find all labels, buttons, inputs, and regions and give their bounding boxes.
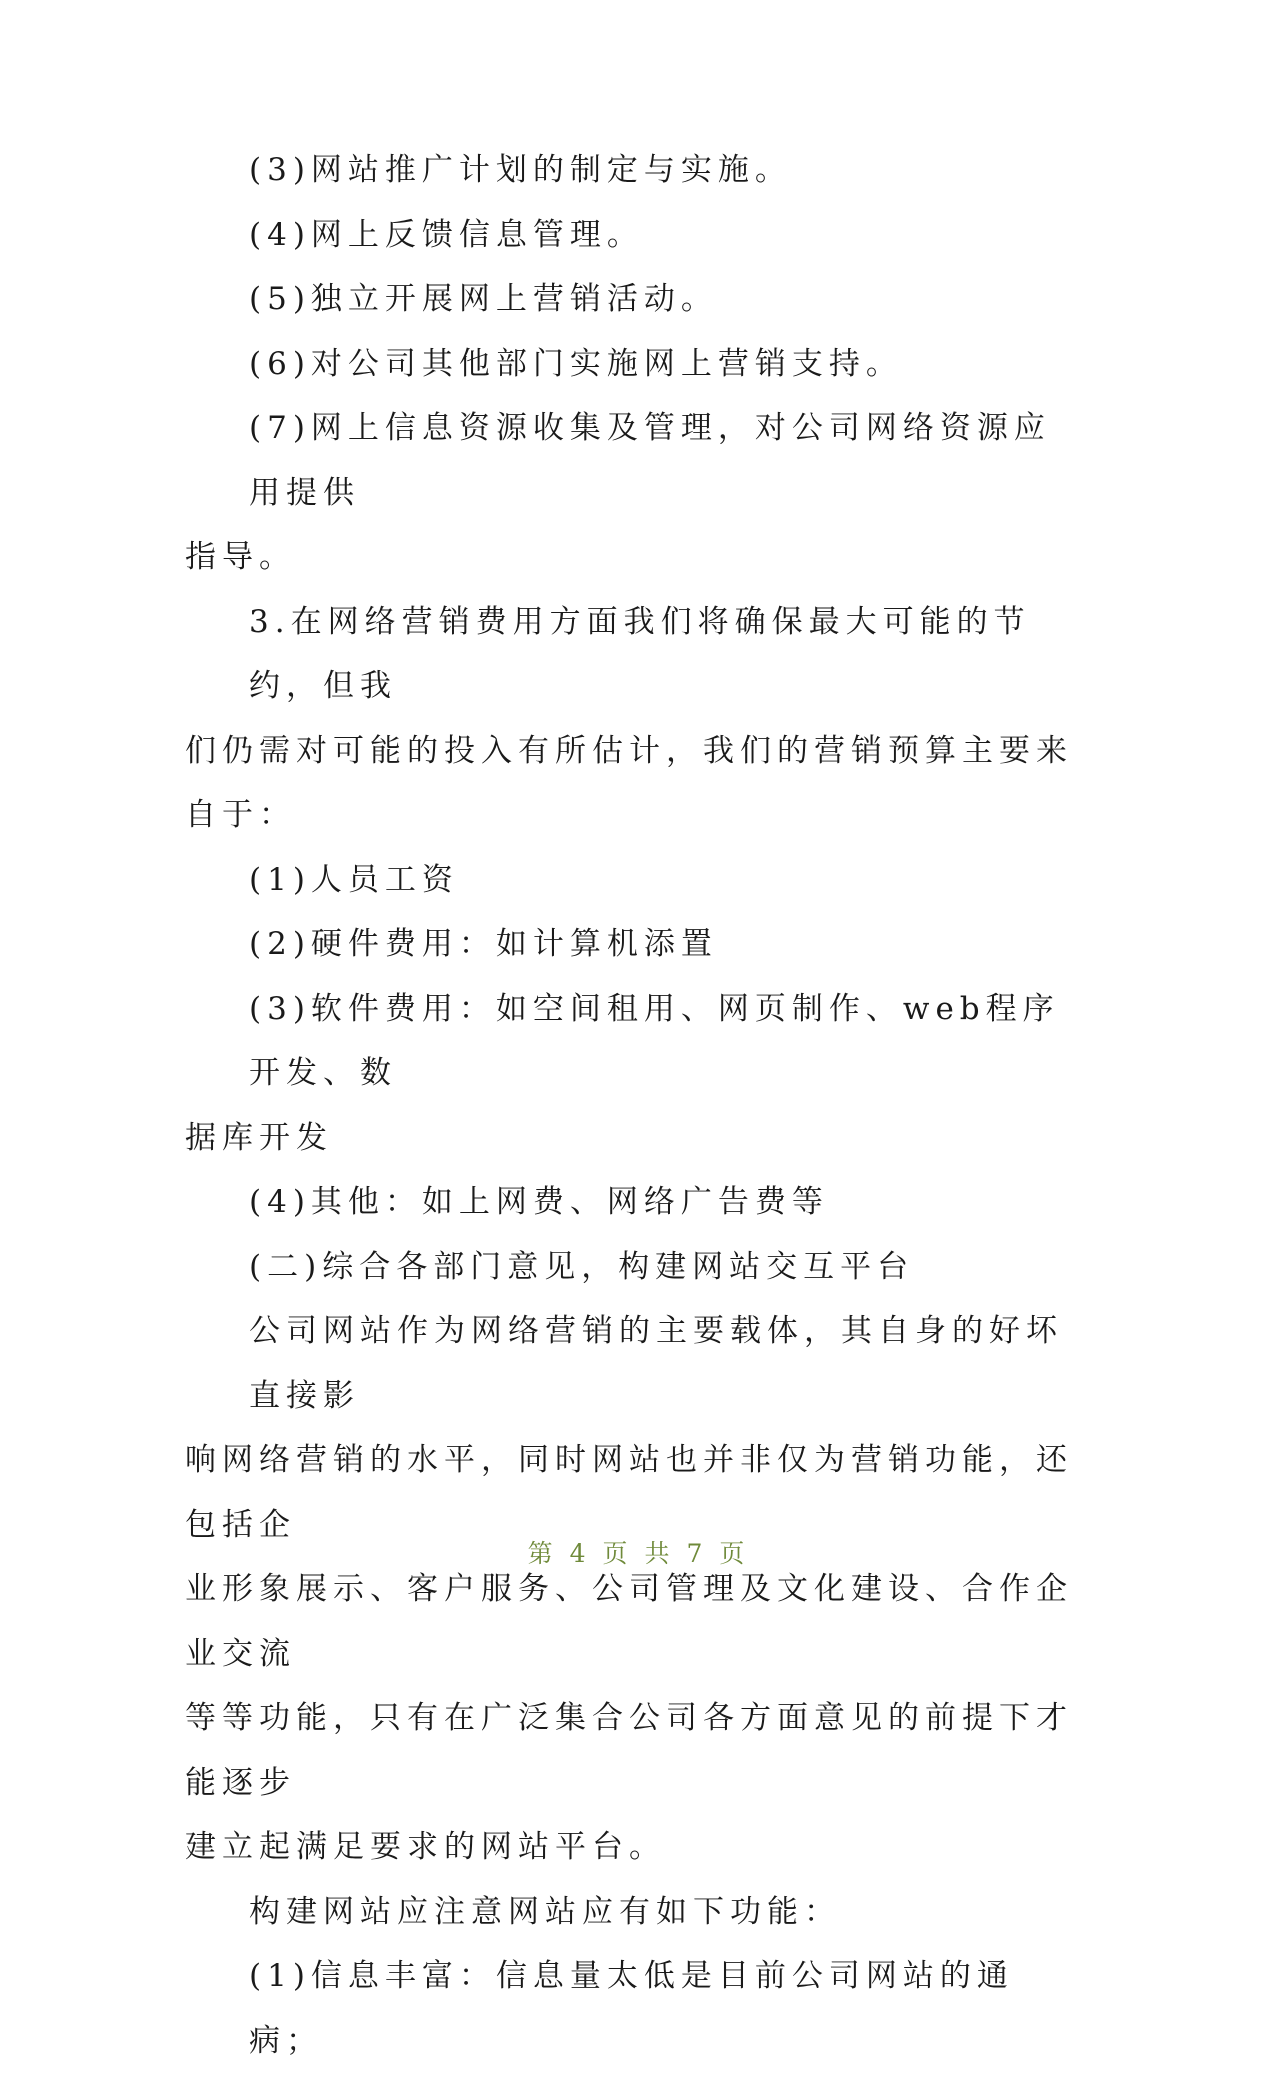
text-line: (4)网上反馈信息管理。 [249,216,644,253]
text-line: (6)对公司其他部门实施网上营销支持。 [249,345,903,382]
page-footer [0,1534,1275,1570]
text-line: (4)其他：如上网费、网络广告费等 [249,1184,829,1220]
text-line: 据库开发 [185,1119,333,1156]
text-line: 等等功能，只有在广泛集合公司各方面意见的前提下才能逐步 [185,1700,1073,1801]
text-line: 们仍需对可能的投入有所估计，我们的营销预算主要来自于： [185,732,1073,833]
document-body [185,138,1075,2073]
text-line: (1)人员工资 [249,861,459,898]
text-line: 构建网站应注意网站应有如下功能： [249,1893,841,1930]
footer-total-word: 共 [644,1539,673,1568]
text-line: (2)硬件费用：如计算机添置 [249,926,718,962]
text-line: 公司网站作为网络营销的主要载体，其自身的好坏直接影 [249,1313,1063,1414]
text-line: (5)独立开展网上营销活动。 [249,281,718,317]
text-line: 指导。 [185,539,296,575]
footer-page-word: 页 [602,1539,631,1568]
footer-page-number: 4 [569,1539,589,1568]
section-heading: (二)综合各部门意见，构建网站交互平台 [249,1248,915,1285]
text-line: 3.在网络营销费用方面我们将确保最大可能的节约，但我 [249,603,1031,704]
text-line: (3)网站推广计划的制定与实施。 [249,152,792,188]
text-line: (1)信息丰富：信息量太低是目前公司网站的通病； [249,1958,1014,2059]
text-line: (3)软件费用：如空间租用、网页制作、web程序开发、数 [249,990,1060,1091]
footer-prefix: 第 [527,1539,556,1568]
text-line: 建立起满足要求的网站平台。 [185,1829,666,1865]
text-line: 业形象展示、客户服务、公司管理及文化建设、合作企业交流 [185,1571,1073,1672]
text-line: 响网络营销的水平，同时网站也并非仅为营销功能，还包括企 [185,1442,1073,1543]
text-line: (7)网上信息资源收集及管理，对公司网络资源应用提供 [249,410,1051,511]
footer-suffix: 页 [719,1539,748,1568]
footer-total-pages: 7 [686,1539,706,1568]
